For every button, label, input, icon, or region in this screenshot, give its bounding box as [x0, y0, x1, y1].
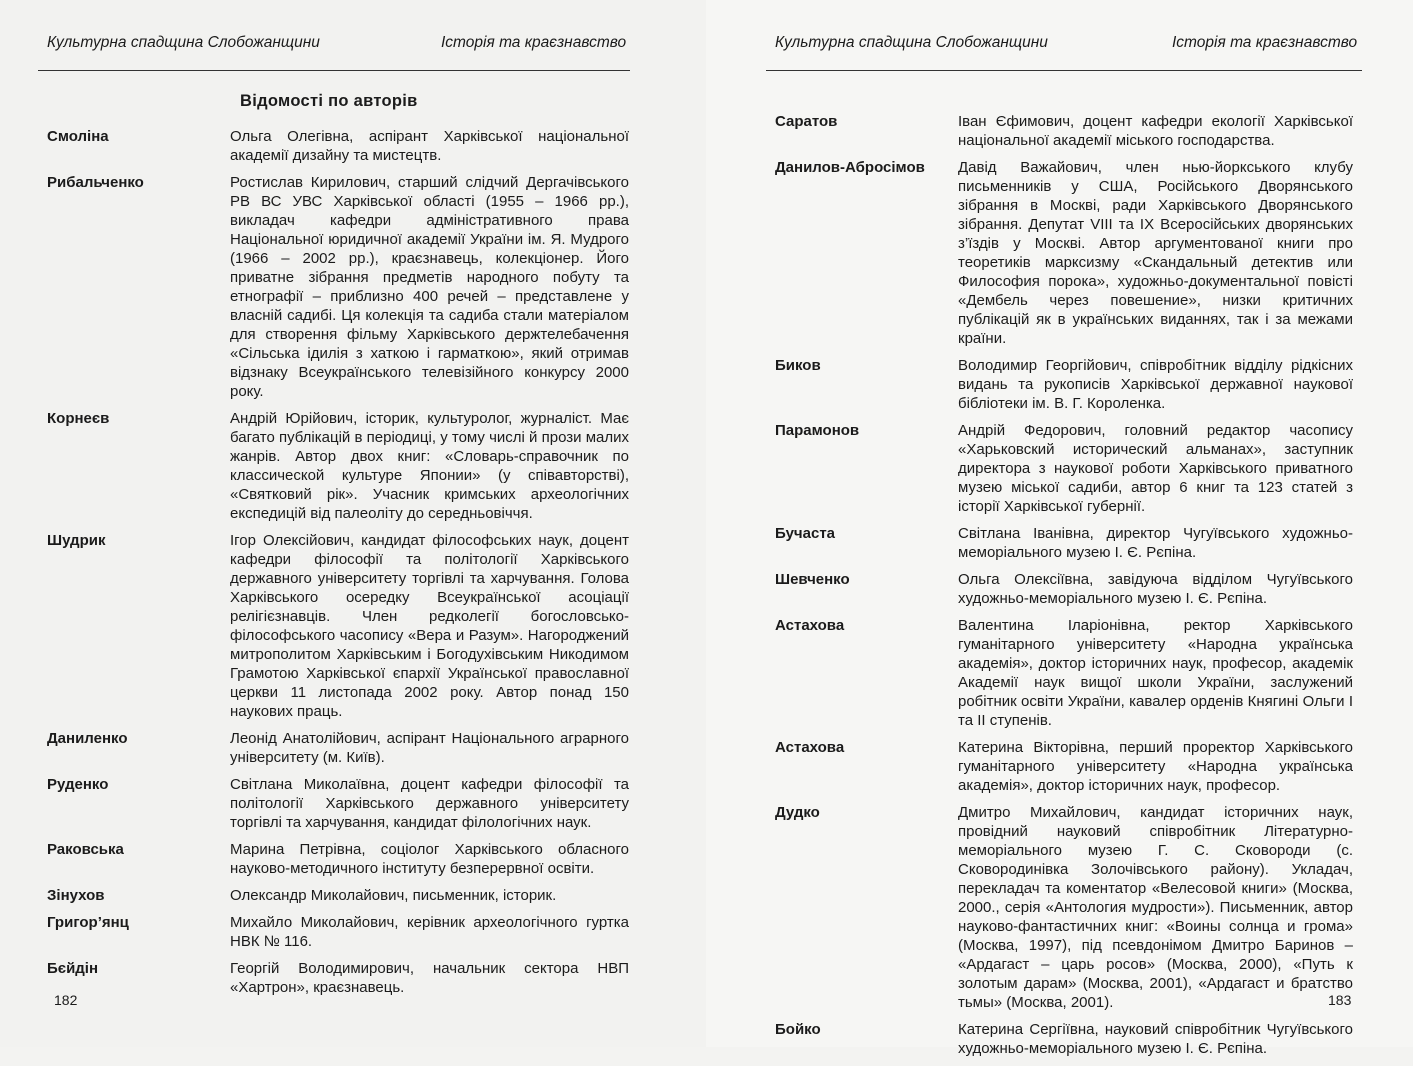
author-name: Бойко	[775, 1021, 821, 1038]
author-bio: Світлана Іванівна, директор Чугуївського художньо-меморіального музею І. Є. Рєпіна.	[958, 525, 1353, 561]
running-header-left: Культурна спадщина Слобожанщини	[47, 34, 320, 51]
author-bio: Катерина Сергіївна, науковий співробітник Чугуївського художньо-меморіального музею І. Є. Рєпіна.	[958, 1021, 1353, 1057]
page-number: 182	[54, 992, 78, 1008]
author-entry	[47, 840, 629, 878]
author-bio: Давід Важайович, член нью-йоркського клубу письменників у США, Російського Дворянського зібрання в Москві, ради Харківського Дворянського зібрання. Депутат VIII та IX Всеросійських дворянських з’їздів у Москві. Автор аргументованої книги про теоретиків марксизму «Скандальный детектив или Философия порока», художньо-документальної повісті «Дембель через повешение», низки критичних публікацій як в українських виданнях, так і за межами країни.	[958, 159, 1353, 347]
author-list	[775, 112, 1353, 1066]
author-entry	[775, 1020, 1353, 1058]
author-entry	[47, 886, 629, 905]
author-bio: Катерина Вікторівна, перший проректор Харківського гуманітарного університету «Народна українська академія», доктор історичних наук, професор.	[958, 739, 1353, 794]
author-bio: Андрій Федорович, головний редактор часопису «Харьковский исторический альманах», заступник директора з наукової роботи Харківського приватного музею міської садиби, автор 6 книг та 123 статей з історії Харківської губернії.	[958, 422, 1353, 515]
author-entry	[775, 356, 1353, 413]
author-name: Зінухов	[47, 887, 105, 904]
author-entry	[47, 959, 629, 997]
running-header-right: Історія та краєзнавство	[441, 34, 627, 51]
author-name: Биков	[775, 357, 821, 374]
author-entry	[47, 531, 629, 721]
author-name: Смоліна	[47, 128, 109, 145]
author-entry	[775, 738, 1353, 795]
author-bio: Світлана Миколаївна, доцент кафедри філософії та політології Харківського державного університету торгівлі та харчування, кандидат філологічних наук.	[230, 776, 629, 831]
author-entry	[775, 158, 1353, 348]
author-list	[47, 127, 629, 1005]
author-bio: Леонід Анатолійович, аспірант Національного аграрного університету (м. Київ).	[230, 730, 629, 766]
author-name: Бучаста	[775, 525, 836, 542]
author-entry	[47, 913, 629, 951]
author-bio: Ольга Олегівна, аспірант Харківської національної академії дизайну та мистецтв.	[230, 128, 629, 164]
author-entry	[775, 524, 1353, 562]
author-bio: Дмитро Михайлович, кандидат історичних наук, провідний науковий співробітник Літературно-меморіального музею Г. С. Сковороди (с. Сковородинівка Золочівського району). Укладач, перекладач та коментатор «Велесовой книги» (Москва, 2000., серія «Антология мудрости»). Письменник, автор науково-фантастичних книг: «Воины солнца и грома» (Москва, 1997), під псевдонімом Дмитро Баринов – «Ардагаст – царь росов» (Москва, 2000), «Путь к золотым дарам» (Москва, 2001), «Ардагаст и братство тьмы» (Москва, 2001).	[958, 804, 1353, 1011]
author-name: Корнеєв	[47, 410, 110, 427]
author-bio: Михайло Миколайович, керівник археологічного гуртка НВК № 116.	[230, 914, 629, 950]
header-rule	[766, 70, 1362, 71]
author-bio: Ростислав Кирилович, старший слідчий Дергачівського РВ ВС УВС Харківської області (1955 – 1966 рр.), викладач кафедри адміністративного права Національної юридичної академії України ім. Я. Мудрого (1966 – 2002 рр.), краєзнавець, колекціонер. Його приватне зібрання предметів народного побуту та етнографії – приблизно 400 речей – представлене у власній садибі. Ця колекція та садиба стали матеріалом для створення фільму Харківського держтелебачення «Сільська ідилія з хаткою і гарматкою», який отримав відзнаку Всеукраїнського телевізійного конкурсу 2000 року.	[230, 174, 629, 400]
author-name: Бєйдін	[47, 960, 99, 977]
author-entry	[775, 570, 1353, 608]
author-name: Рибальченко	[47, 174, 144, 191]
right-page	[706, 0, 1413, 1057]
author-entry	[47, 409, 629, 523]
author-name: Григор’янц	[47, 914, 129, 931]
author-bio: Іван Єфимович, доцент кафедри екології Харківської національної академії міського господарства.	[958, 113, 1353, 149]
author-name: Шевченко	[775, 571, 850, 588]
header-rule	[38, 70, 630, 71]
author-name: Даниленко	[47, 730, 128, 747]
author-entry	[775, 421, 1353, 516]
author-name: Парамонов	[775, 422, 860, 439]
author-bio: Ольга Олексіївна, завідуюча відділом Чугуївського художньо-меморіального музею І. Є. Рєпіна.	[958, 571, 1353, 607]
author-bio: Володимир Георгійович, співробітник відділу рідкісних видань та рукописів Харківської державної наукової бібліотеки ім. В. Г. Короленка.	[958, 357, 1353, 412]
author-name: Раковська	[47, 841, 124, 858]
page-number: 183	[1328, 992, 1352, 1008]
page-title: Відомості по авторів	[240, 92, 418, 110]
author-entry	[47, 729, 629, 767]
author-bio: Ігор Олексійович, кандидат філософських наук, доцент кафедри філософії та політології Харківського державного університету торгівлі та харчування. Голова Харківського осередку Всеукраїнської асоціації релігієзнавців. Член редколегії богословсько-філософського часопису «Вера и Разум». Нагороджений митрополитом Харківським і Богодухівським Никодимом Грамотою Харківської єпархії Української православної церкви 11 листопада 2002 року. Автор понад 150 наукових праць.	[230, 532, 629, 720]
author-name: Руденко	[47, 776, 109, 793]
author-entry	[775, 112, 1353, 150]
author-bio: Марина Петрівна, соціолог Харківського обласного науково-методичного інституту безперервної освіти.	[230, 841, 629, 877]
author-name: Саратов	[775, 113, 838, 130]
author-name: Астахова	[775, 739, 845, 756]
author-entry	[47, 127, 629, 165]
running-header-right: Історія та краєзнавство	[1172, 34, 1358, 51]
author-bio: Олександр Миколайович, письменник, історик.	[230, 887, 557, 904]
author-name: Шудрик	[47, 532, 106, 549]
author-entry	[47, 775, 629, 832]
author-bio: Георгій Володимирович, начальник сектора НВП «Хартрон», краєзнавець.	[230, 960, 629, 996]
author-name: Дудко	[775, 804, 820, 821]
author-entry	[47, 173, 629, 401]
running-header-left: Культурна спадщина Слобожанщини	[775, 34, 1048, 51]
author-name: Астахова	[775, 617, 845, 634]
author-entry	[775, 616, 1353, 730]
author-bio: Валентина Іларіонівна, ректор Харківського гуманітарного університету «Народна українська академія», доктор історичних наук, професор, академік Академії наук вищої школи України, заслужений робітник освіти України, кавалер орденів Княгині Ольги І та ІІ ступенів.	[958, 617, 1353, 729]
left-page	[0, 0, 706, 1047]
author-bio: Андрій Юрійович, історик, культуролог, журналіст. Має багато публікацій в періодиці, у тому числі й прози малих жанрів. Автор двох книг: «Словарь-справочник по классической культуре Японии» (у співавторстві), «Святковий рік». Учасник кримських археологічних експедицій від палеоліту до середньовіччя.	[230, 410, 629, 522]
author-entry	[775, 803, 1353, 1012]
author-name: Данилов-Абросімов	[775, 159, 925, 176]
